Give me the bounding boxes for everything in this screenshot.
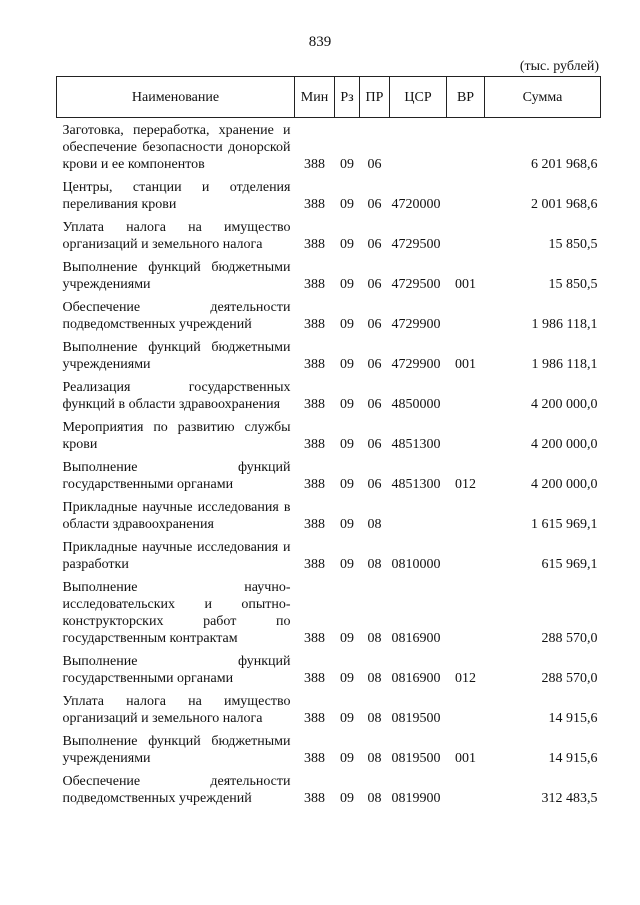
row-name: Прикладные научные исследования в области здравоохранения bbox=[62, 500, 291, 532]
table-row bbox=[57, 769, 601, 809]
row-sum: 14 915,6 bbox=[548, 711, 598, 726]
row-vr bbox=[447, 535, 485, 575]
table-row bbox=[57, 495, 601, 535]
table-row bbox=[57, 255, 601, 295]
row-vr: 001 bbox=[455, 357, 476, 372]
row-min: 388 bbox=[304, 157, 325, 172]
row-rz: 09 bbox=[340, 711, 354, 726]
row-min: 388 bbox=[304, 277, 325, 292]
budget-table bbox=[56, 76, 601, 809]
row-sum: 312 483,5 bbox=[541, 791, 598, 806]
row-min: 388 bbox=[304, 397, 325, 412]
table-row bbox=[57, 335, 601, 375]
row-sum: 1 986 118,1 bbox=[531, 317, 598, 332]
row-sum: 14 915,6 bbox=[548, 751, 598, 766]
row-vr bbox=[447, 495, 485, 535]
row-min: 388 bbox=[304, 197, 325, 212]
row-min: 388 bbox=[304, 237, 325, 252]
row-csr: 0810000 bbox=[391, 557, 441, 572]
row-csr: 4851300 bbox=[391, 437, 441, 452]
row-vr bbox=[447, 575, 485, 649]
header-sum: Сумма bbox=[485, 77, 601, 118]
row-pr: 08 bbox=[367, 671, 382, 686]
row-pr: 08 bbox=[367, 517, 382, 532]
header-min: Мин bbox=[295, 77, 335, 118]
row-sum: 4 200 000,0 bbox=[531, 477, 598, 492]
row-csr: 0819900 bbox=[391, 791, 441, 806]
row-rz: 09 bbox=[340, 791, 354, 806]
row-sum: 4 200 000,0 bbox=[531, 397, 598, 412]
row-pr: 06 bbox=[367, 197, 382, 212]
row-min: 388 bbox=[304, 317, 325, 332]
header-csr: ЦСР bbox=[390, 77, 447, 118]
row-name: Уплата налога на имущество организаций и земельного налога bbox=[62, 694, 291, 726]
row-name: Уплата налога на имущество организаций и земельного налога bbox=[62, 220, 291, 252]
row-csr: 0819500 bbox=[391, 751, 441, 766]
row-sum: 15 850,5 bbox=[548, 237, 598, 252]
row-csr bbox=[390, 495, 447, 535]
row-vr: 001 bbox=[455, 751, 476, 766]
row-min: 388 bbox=[304, 437, 325, 452]
row-rz: 09 bbox=[340, 751, 354, 766]
header-rz: Рз bbox=[335, 77, 360, 118]
row-sum: 288 570,0 bbox=[541, 631, 598, 646]
table-row bbox=[57, 375, 601, 415]
row-csr: 4729500 bbox=[391, 277, 441, 292]
row-rz: 09 bbox=[340, 397, 354, 412]
row-name: Мероприятия по развитию службы крови bbox=[62, 420, 291, 452]
row-csr: 4729900 bbox=[391, 357, 441, 372]
row-rz: 09 bbox=[340, 197, 354, 212]
row-pr: 06 bbox=[367, 397, 382, 412]
row-vr bbox=[447, 118, 485, 176]
row-pr: 06 bbox=[367, 477, 382, 492]
row-vr: 001 bbox=[455, 277, 476, 292]
row-vr bbox=[447, 689, 485, 729]
row-pr: 06 bbox=[367, 317, 382, 332]
row-name: Выполнение функций бюджетными учреждениями bbox=[62, 340, 291, 372]
row-vr bbox=[447, 175, 485, 215]
table-row bbox=[57, 535, 601, 575]
row-sum: 6 201 968,6 bbox=[531, 157, 598, 172]
table-row bbox=[57, 175, 601, 215]
row-csr: 0819500 bbox=[391, 711, 441, 726]
row-pr: 08 bbox=[367, 791, 382, 806]
header-vr: ВР bbox=[447, 77, 485, 118]
row-name: Заготовка, переработка, хранение и обеспечение безопасности донорской крови и ее компонентов bbox=[62, 123, 291, 172]
row-sum: 288 570,0 bbox=[541, 671, 598, 686]
row-min: 388 bbox=[304, 751, 325, 766]
row-sum: 615 969,1 bbox=[541, 557, 598, 572]
row-rz: 09 bbox=[340, 517, 354, 532]
row-csr bbox=[390, 118, 447, 176]
table-row bbox=[57, 575, 601, 649]
row-rz: 09 bbox=[340, 671, 354, 686]
row-min: 388 bbox=[304, 671, 325, 686]
row-rz: 09 bbox=[340, 357, 354, 372]
row-pr: 08 bbox=[367, 557, 382, 572]
row-name: Выполнение функций государственными органами bbox=[62, 654, 291, 686]
row-pr: 06 bbox=[367, 237, 382, 252]
row-min: 388 bbox=[304, 517, 325, 532]
row-name: Выполнение функций государственными органами bbox=[62, 460, 291, 492]
row-sum: 1 986 118,1 bbox=[531, 357, 598, 372]
row-rz: 09 bbox=[340, 157, 354, 172]
table-header-row bbox=[57, 77, 601, 118]
row-pr: 06 bbox=[367, 357, 382, 372]
row-vr bbox=[447, 295, 485, 335]
row-sum: 4 200 000,0 bbox=[531, 437, 598, 452]
row-pr: 06 bbox=[367, 157, 382, 172]
table-body bbox=[57, 118, 601, 810]
row-rz: 09 bbox=[340, 631, 354, 646]
row-min: 388 bbox=[304, 477, 325, 492]
row-name: Обеспечение деятельности подведомственных учреждений bbox=[62, 300, 291, 332]
page-number: 839 bbox=[308, 34, 332, 50]
row-pr: 06 bbox=[367, 277, 382, 292]
row-csr: 4850000 bbox=[391, 397, 441, 412]
row-rz: 09 bbox=[340, 437, 354, 452]
row-csr: 0816900 bbox=[391, 631, 441, 646]
row-csr: 4729500 bbox=[391, 237, 441, 252]
row-vr bbox=[447, 415, 485, 455]
row-min: 388 bbox=[304, 791, 325, 806]
row-rz: 09 bbox=[340, 237, 354, 252]
row-name: Обеспечение деятельности подведомственных учреждений bbox=[62, 774, 291, 806]
row-sum: 15 850,5 bbox=[548, 277, 598, 292]
row-pr: 08 bbox=[367, 631, 382, 646]
row-rz: 09 bbox=[340, 557, 354, 572]
row-rz: 09 bbox=[340, 477, 354, 492]
row-name: Реализация государственных функций в области здравоохранения bbox=[62, 380, 291, 412]
row-sum: 2 001 968,6 bbox=[531, 197, 598, 212]
row-name: Выполнение функций бюджетными учреждениями bbox=[62, 734, 291, 766]
table-row bbox=[57, 118, 601, 176]
row-name: Выполнение функций бюджетными учреждениями bbox=[62, 260, 291, 292]
row-pr: 08 bbox=[367, 711, 382, 726]
table-row bbox=[57, 649, 601, 689]
row-vr bbox=[447, 769, 485, 809]
table-row bbox=[57, 455, 601, 495]
row-csr: 4729900 bbox=[391, 317, 441, 332]
row-vr: 012 bbox=[455, 477, 476, 492]
table-row bbox=[57, 215, 601, 255]
row-pr: 08 bbox=[367, 751, 382, 766]
row-min: 388 bbox=[304, 711, 325, 726]
row-sum: 1 615 969,1 bbox=[531, 517, 598, 532]
header-pr: ПР bbox=[360, 77, 390, 118]
row-pr: 06 bbox=[367, 437, 382, 452]
row-rz: 09 bbox=[340, 277, 354, 292]
row-min: 388 bbox=[304, 357, 325, 372]
row-name: Центры, станции и отделения переливания крови bbox=[62, 180, 291, 212]
table-row bbox=[57, 415, 601, 455]
row-rz: 09 bbox=[340, 317, 354, 332]
row-min: 388 bbox=[304, 631, 325, 646]
units-note: (тыс. рублей) bbox=[519, 59, 599, 74]
table-row bbox=[57, 295, 601, 335]
row-csr: 4720000 bbox=[391, 197, 441, 212]
row-vr: 012 bbox=[455, 671, 476, 686]
row-csr: 0816900 bbox=[391, 671, 441, 686]
row-min: 388 bbox=[304, 557, 325, 572]
table-row bbox=[57, 689, 601, 729]
table-row bbox=[57, 729, 601, 769]
row-csr: 4851300 bbox=[391, 477, 441, 492]
row-vr bbox=[447, 375, 485, 415]
row-name: Прикладные научные исследования и разработки bbox=[62, 540, 291, 572]
header-name: Наименование bbox=[57, 77, 295, 118]
row-name: Выполнение научно-исследовательских и опытно-конструкторских работ по государственным контрактам bbox=[62, 580, 291, 646]
row-vr bbox=[447, 215, 485, 255]
